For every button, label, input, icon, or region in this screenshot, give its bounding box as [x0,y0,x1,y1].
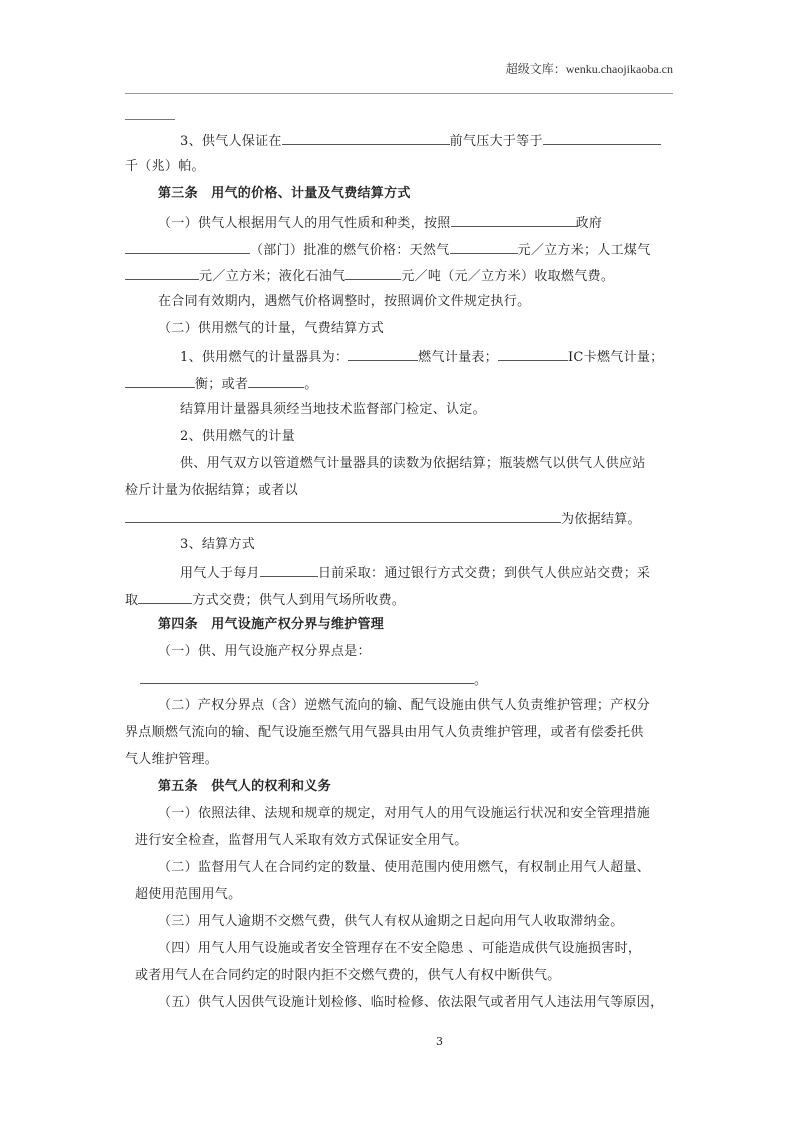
page-header: 超级文库：wenku.chaojikaoba.cn [505,62,673,76]
fill-blank [345,266,401,280]
paragraph: 气人维护管理。 [125,752,219,767]
paragraph: 取 方式交费；供气人到用气场所收费。 [125,590,405,610]
paragraph: （四）用气人用气设施或者安全管理存在不安全隐患 、可能造成供气设施损害时， [158,941,642,956]
paragraph: 。 [140,670,487,690]
paragraph: 3、供气人保证在 前气压大于等于 [180,131,661,151]
section-heading-3: 第三条 用气的价格、计量及气费结算方式 [158,186,411,201]
paragraph: 用气人于每月 日前采取：通过银行方式交费；到供气人供应站交费；采 [180,563,650,583]
fill-blank [348,347,418,361]
paragraph: 千（兆）帕。 [125,159,205,174]
paragraph: 进行安全检查，监督用气人采取有效方式保证安全用气。 [135,833,468,848]
paragraph: 1、供用燃气的计量器具为： 燃气计量表； IC卡燃气计量； [180,347,663,367]
page-number: 3 [436,1035,443,1048]
paragraph: 结算用计量器具须经当地技术监督部门检定、认定。 [180,402,486,417]
paragraph: （一）供气人根据用气人的用气性质和种类，按照 政府 [158,213,602,233]
paragraph: （二）供用燃气的计量，气费结算方式 [158,321,385,336]
fill-blank [282,131,450,145]
paragraph: 界点顺燃气流向的输、配气设施至燃气用气器具由用气人负责维护管理，或者有偿委托供 [125,725,644,740]
paragraph: 衡；或者 。 [125,374,318,394]
fill-blank [140,670,474,684]
header-rule [125,93,673,94]
paragraph: 或者用气人在合同约定的时限内拒不交燃气费的，供气人有权中断供气。 [135,968,561,983]
fill-blank [451,213,576,227]
paragraph: （五）供气人因供气设施计划检修、临时检修、依法限气或者用气人违法用气等原因， [158,995,664,1010]
fill-blank [498,347,568,361]
paragraph: （二）产权分界点（含）逆燃气流向的输、配气设施由供气人负责维护管理；产权分 [158,698,651,713]
section-heading-5: 第五条 供气人的权利和义务 [158,779,331,794]
fill-blank [125,374,195,388]
fill-blank [125,266,199,280]
section-heading-4: 第四条 用气设施产权分界与维护管理 [158,617,385,632]
paragraph: （一）供、用气设施产权分界点是： [158,644,371,659]
paragraph: 3、结算方式 [180,537,256,552]
fill-blank [248,374,304,388]
paragraph: （一）依照法律、法规和规章的规定，对用气人的用气设施运行状况和安全管理措施 [158,806,651,821]
paragraph: 2、供用燃气的计量 [180,429,295,444]
paragraph: （二）监督用气人在合同约定的数量、使用范围内使用燃气，有权制止用气人超量、 [158,860,651,875]
fill-blank [543,131,661,145]
fill-blank [125,240,250,254]
fill-blank [125,509,561,523]
paragraph: 元／立方米；液化石油气 元／吨（元／立方米）收取燃气费。 [125,266,614,286]
fill-blank [260,563,318,577]
paragraph: （三）用气人逾期不交燃气费，供气人有权从逾期之日起向用气人收取滞纳金。 [158,914,624,929]
fill-blank [138,590,192,604]
paragraph: 供、用气双方以管道燃气计量器具的读数为依据结算；瓶装燃气以供气人供应站 [180,456,646,471]
blank-line-fragment [125,119,175,120]
fill-blank [450,240,518,254]
paragraph: 为依据结算。 [125,509,641,529]
paragraph: 超使用范围用气。 [135,887,242,902]
paragraph: （部门）批准的燃气价格：天然气 元／立方米；人工煤气 [125,240,651,260]
paragraph: 检斤计量为依据结算；或者以 [125,483,298,498]
paragraph: 在合同有效期内，遇燃气价格调整时，按照调价文件规定执行。 [158,294,531,309]
